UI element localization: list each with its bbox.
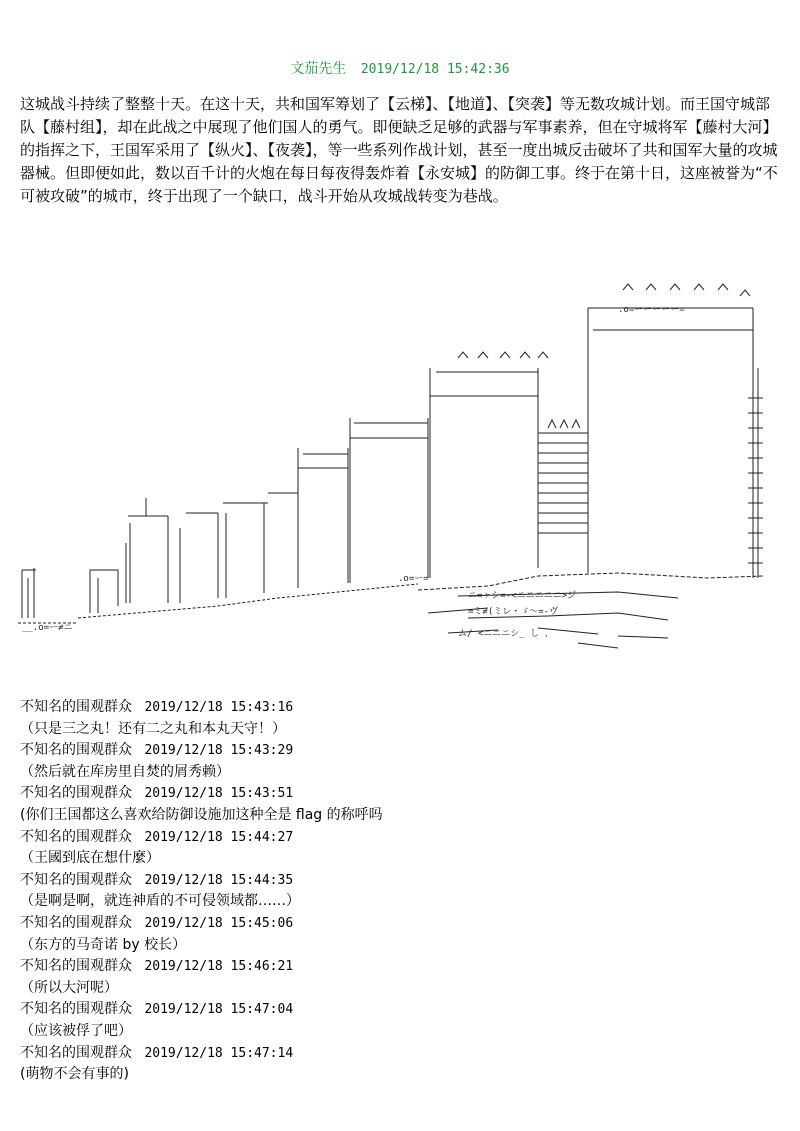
comment-text: （王國到底在想什麼）: [20, 850, 160, 867]
comment-header: [20, 697, 780, 719]
comment-time: 2019/12/18 15:44:35: [144, 872, 294, 888]
comment: [20, 783, 780, 826]
comment-user: 不知名的围观群众: [20, 1001, 132, 1018]
comment-text: （然后就在库房里自焚的屑秀赖）: [20, 763, 230, 780]
svg-text:.o=ー=: .o=ー=: [398, 574, 429, 584]
comment-header: [20, 827, 780, 849]
comment-text: （应该被俘了吧）: [20, 1022, 132, 1039]
intro-paragraph: 这城战斗持续了整整十天。在这十天，共和国军筹划了【云梯】、【地道】、【突袭】等无数攻城计划。而王国守城部队【藤村组】，却在此战之中展现了他们国人的勇气。即便缺乏足够的武器与军事素养，但在守城将军【藤村大河】的指挥之下，王国军采用了【纵火】、【夜袭】，等一些系列作战计划，甚至一度出城反击破坏了共和国军大量的攻城器械。但即便如此，数以百千计的火炮在每日每夜得轰炸着【永安城】的防御工事。终于在第十日，这座被誉为“不可被攻破”的城市，终于出现了一个缺口，战斗开始从攻城战转变为巷战。: [20, 95, 778, 205]
post-header: [0, 58, 800, 78]
comment-time: 2019/12/18 15:43:51: [144, 786, 294, 802]
svg-text:ニ=ヶシ=-<ニニニニニ>ジ: ニ=ヶシ=-<ニニニニニ>ジ: [468, 591, 577, 601]
comment: [20, 870, 780, 913]
comment-user: 不知名的围观群众: [20, 828, 132, 845]
post-timestamp: 2019/12/18 15:42:36: [360, 62, 510, 77]
comment-list: [20, 697, 780, 1086]
comment-header: [20, 999, 780, 1021]
comment-time: 2019/12/18 15:45:06: [144, 915, 294, 931]
comment-time: 2019/12/18 15:44:27: [144, 829, 294, 845]
comment-user: 不知名的围观群众: [20, 958, 132, 975]
svg-text:__.o=ー≠ニ: __.o=ー≠ニ: [22, 623, 73, 633]
comment-text: （东方的马奇诺 by 校长）: [20, 936, 187, 953]
comment: [20, 697, 780, 740]
comment-time: 2019/12/18 15:43:16: [144, 700, 294, 715]
comment-header: [20, 956, 780, 978]
comment: [20, 999, 780, 1042]
comment-user: 不知名的围观群众: [20, 742, 132, 759]
comment-text: （是啊是啊，就连神盾的不可侵领域都……）: [20, 893, 300, 910]
comment-user: 不知名的围观群众: [20, 871, 132, 888]
comment-header: [20, 870, 780, 892]
comment-time: 2019/12/18 15:47:14: [144, 1045, 294, 1061]
comment-text: （只是三之丸！还有二之丸和本丸天守！）: [20, 720, 286, 737]
comment: [20, 913, 780, 956]
svg-text:=ミ≠(ミレ・ゞ〜=-ヴ: =ミ≠(ミレ・ゞ〜=-ヴ: [468, 607, 559, 617]
comment-time: 2019/12/18 15:47:04: [144, 1002, 294, 1018]
comment-user: 不知名的围观群众: [20, 785, 132, 802]
comment: [20, 1043, 780, 1086]
comment: [20, 740, 780, 783]
comment-text: （所以大河呢）: [20, 979, 118, 996]
castle-ascii-art: [18, 268, 782, 660]
comment-header: [20, 1043, 780, 1065]
author-name: 文茄先生: [290, 61, 347, 77]
comment-user: 不知名的围观群众: [20, 914, 132, 931]
comment: [20, 827, 780, 870]
comment-header: [20, 913, 780, 935]
comment: [20, 956, 780, 999]
comment-text: (你们王国都这么喜欢给防御设施加这种全是 flag 的称呼吗: [20, 806, 383, 823]
comment-header: [20, 740, 780, 762]
comment-text: (萌物不会有事的): [20, 1066, 129, 1083]
svg-text:ム/ <ニニニシ_ し 、: ム/ <ニニニシ_ し 、: [458, 629, 554, 639]
comment-user: 不知名的围观群众: [20, 1044, 132, 1061]
comment-user: 不知名的围观群众: [20, 699, 132, 715]
comment-time: 2019/12/18 15:46:21: [144, 959, 294, 975]
comment-header: [20, 783, 780, 805]
svg-text:.o=ーーーーー=: .o=ーーーーー=: [618, 305, 685, 315]
comment-time: 2019/12/18 15:43:29: [144, 743, 294, 759]
